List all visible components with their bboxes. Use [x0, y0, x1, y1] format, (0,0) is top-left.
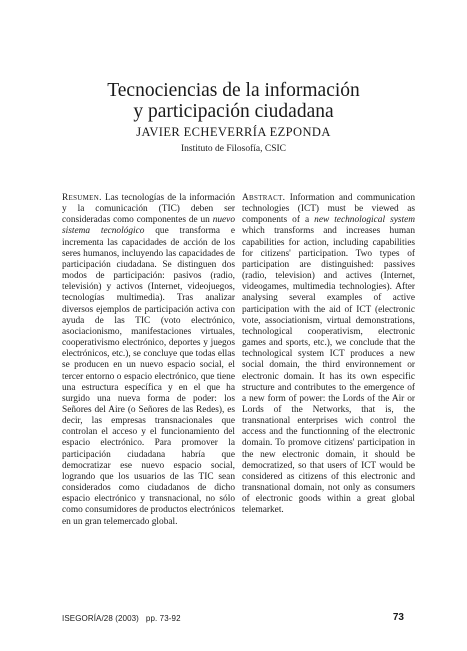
journal-issue: ISEGORÍA/28 (2003): [62, 614, 139, 623]
title-line-1: Tecnociencias de la información: [107, 80, 360, 101]
resumen-column: [62, 193, 235, 528]
page-range: pp. 73-92: [145, 614, 181, 623]
resumen-label: Resumen.: [62, 193, 102, 203]
abstract-text-rest: which transforms and increases human capabilities for action, including capabilities for citizens' participation. Two types of participation are distinguished: passives (radio, television) and actives (Internet, videogames, multimedia technologies). After analysing several examples of active participation with the aid of ICT (electronic vote, associationism, virtual demonstrations, technological cooperativism, electronic games and sports, etc.), we conclude that the technological system ICT produces a new social domain, the third environnement or electronic domain. It has its own especific structure and contributes to the emergence of a new form of power: the Lords of the Air or Lords of the Networks, that is, the transnational enterprises wich control the access and the functionning of the electronic domain. To promove citizens' participation in the new electronic domain, it should be democratized, so that users of ICT would be considered as citizens of this electronic and transnational domain, not only as consumers of electronic goods within a great global telemarket.: [242, 226, 415, 516]
author-affiliation: Instituto de Filosofía, CSIC: [180, 144, 287, 154]
abstract-text-start: Information and communication technologies (ICT) must be viewed as components of a: [242, 193, 415, 226]
abstract-italic: new technological system: [314, 215, 415, 226]
page-number: 73: [392, 612, 404, 623]
abstract-label: Abstract.: [242, 193, 286, 203]
title-line-2: y participación ciudadana: [133, 101, 334, 122]
author-name: JAVIER ECHEVERRÍA EZPONDA: [136, 125, 331, 139]
article-title: [0, 80, 467, 122]
resumen-italic: nuevo sistema tecnológico: [62, 215, 235, 237]
journal-citation: [62, 614, 181, 623]
abstract-column: [242, 193, 415, 517]
resumen-text-rest: que transforma e incrementa las capacidades de acción de los seres humanos, incluyendo las capacidades de participación ciudadana. Se distinguen dos modos de participación: pasivos (radio, televisión) y activos (Internet, videojuegos, tecnologías multimedia). Tras analizar diversos ejemplos de participación activa con ayuda de las TIC (voto electrónico, asociacionismo, manifestaciones virtuales, cooperativismo electrónico, deportes y juegos electrónicos, etc.), se concluye que todas ellas se producen en un nuevo espacio social, el tercer entorno o espacio electrónico, que tiene una estructura específica y en el que ha surgido una nueva forma de poder: los Señores del Aire (o Señores de las Redes), es decir, las empresas transnacionales que controlan el acceso y el funcionamiento del espacio electrónico. Para promover la participación ciudadana habría que democratizar ese nuevo espacio social, logrando que los usuarios de las TIC sean considerados como ciudadanos de dicho espacio electrónico y transnacional, no sólo como consumidores de productos electrónicos en un gran telemercado global.: [62, 226, 235, 527]
resumen-text-start: Las tecnologías de la información y la comunicación (TIC) deben ser consideradas como componentes de un: [62, 193, 235, 226]
